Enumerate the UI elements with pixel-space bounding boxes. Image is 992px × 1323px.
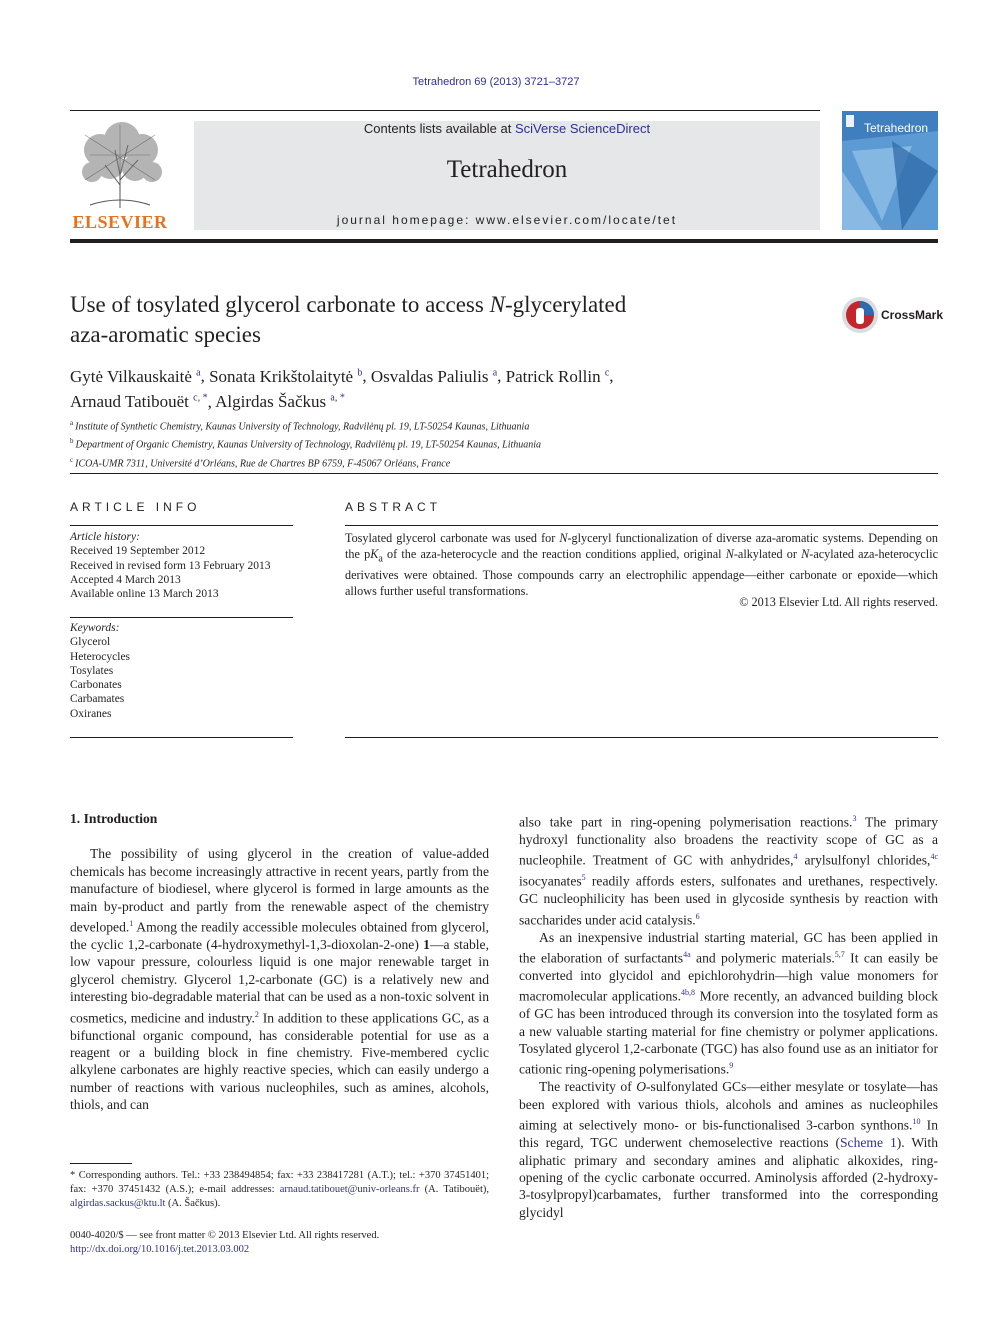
author-name: Sonata Krikštolaitytė bbox=[209, 366, 354, 386]
email-link[interactable]: arnaud.tatibouet@univ-orleans.fr bbox=[279, 1184, 420, 1195]
reference-link[interactable]: 4 bbox=[793, 852, 798, 862]
reference-link[interactable]: 10 bbox=[912, 1117, 921, 1127]
text: More recently, an advanced building block of GC has been introduced through its conversion into the tosylated form as a new valuable starting material for fine chemistry or polymer applications. Tosylated glycerol 1,2-carbonate (TGC) has also found use as an initiator for cationic ring-opening polymerisations. bbox=[519, 988, 938, 1077]
journal-homepage[interactable]: journal homepage: www.elsevier.com/locate/tet bbox=[336, 213, 678, 227]
journal-citation[interactable]: Tetrahedron 69 (2013) 3721–3727 bbox=[412, 76, 580, 88]
affiliation-text: Institute of Synthetic Chemistry, Kaunas University of Technology, Radvilėnų pl. 19, LT-50254 Kaunas, Lithuania bbox=[75, 421, 530, 433]
text: also take part in ring-opening polymerisation reactions. bbox=[519, 814, 853, 830]
footnote-text: (A. Tatibouët), bbox=[419, 1184, 490, 1195]
text: and polymeric materials. bbox=[690, 950, 835, 966]
abstract-italic: N bbox=[801, 547, 810, 561]
journal-name: Tetrahedron bbox=[446, 156, 568, 183]
elsevier-wordmark: ELSEVIER bbox=[72, 212, 168, 232]
article-history bbox=[70, 530, 293, 601]
title-part: -glycerylated bbox=[504, 292, 627, 317]
author-name: Patrick Rollin bbox=[505, 366, 601, 386]
history-item: Available online 13 March 2013 bbox=[70, 588, 219, 601]
author[interactable] bbox=[209, 367, 362, 386]
author[interactable] bbox=[371, 367, 497, 386]
front-matter bbox=[70, 1229, 489, 1257]
contents-prefix: Contents lists available at bbox=[363, 121, 515, 136]
text: -sulfonylated GCs—either mesylate or tosylate—has been explored with various thiols, alcohols and amines as nucleophiles aiming at selectively mono- or bis-functionalised 3-carbon synthons. bbox=[519, 1079, 938, 1133]
text: arylsulfonyl chlorides, bbox=[797, 852, 931, 868]
reference-link[interactable]: 4c bbox=[930, 852, 939, 862]
text: The primary hydroxyl functionality also broadens the reactivity scope of GC as a nucleophile. Treatment of GC with anhydrides, bbox=[519, 814, 939, 868]
author-separator: , bbox=[200, 366, 210, 386]
section-rule bbox=[70, 473, 938, 474]
abstract-italic: K bbox=[370, 547, 379, 561]
corresponding-author-footnote bbox=[70, 1169, 489, 1211]
paragraph bbox=[70, 845, 489, 1113]
header-rule bbox=[70, 110, 820, 111]
contents-line bbox=[194, 121, 820, 136]
author-affil-sup[interactable]: c bbox=[604, 367, 610, 378]
article-info-rule bbox=[70, 525, 293, 526]
author-name: Algirdas Šačkus bbox=[215, 392, 327, 412]
affiliation-key: b bbox=[70, 437, 74, 446]
body-left-column bbox=[70, 810, 489, 1114]
footnote-text: * Corresponding authors. Tel.: +33 238494854; fax: +33 238417281 (A.T.); tel.: +370 37451401; fax: +370 37451432 (A.S.); e-mail addresses: bbox=[70, 1170, 489, 1195]
author-name: Osvaldas Paliulis bbox=[370, 366, 489, 386]
affiliation-key: a bbox=[70, 419, 74, 427]
intro-heading: 1. Introduction bbox=[70, 811, 158, 826]
affiliations bbox=[70, 416, 930, 471]
text-italic: O bbox=[636, 1079, 647, 1095]
reference-link[interactable]: 5,7 bbox=[834, 949, 845, 959]
keyword: Heterocycles bbox=[70, 650, 131, 663]
author-list bbox=[70, 362, 930, 413]
keyword: Glycerol bbox=[70, 636, 111, 649]
abstract-part: -acylated aza-heterocyclic derivatives were obtained. Those compounds carry an electrophilic appendage—either carbonate or epoxide—which allows further useful transformations. bbox=[345, 547, 938, 599]
author-name: Arnaud Tatibouët bbox=[70, 392, 189, 412]
history-item: Received 19 September 2012 bbox=[70, 545, 206, 558]
text: ). With aliphatic primary and secondary amines and aliphatic alkoxides, ring-opening of the cyclic carbonate occurred. Aminolysis afforded (2-hydroxy-3-tosylpropyl)carbamates, further transformed into the corresponding glycidyl bbox=[519, 1135, 939, 1220]
abstract-rule bbox=[345, 525, 938, 526]
body-right-column bbox=[519, 810, 938, 1221]
cover-title: Tetrahedron bbox=[864, 121, 929, 135]
keyword: Carbonates bbox=[70, 679, 122, 692]
title-italic: N bbox=[489, 292, 505, 317]
author[interactable] bbox=[70, 392, 208, 411]
crossmark-icon[interactable] bbox=[841, 296, 879, 334]
author-separator: , bbox=[362, 366, 371, 386]
author-name: Gytė Vilkauskaitė bbox=[70, 366, 192, 386]
reference-link[interactable]: 2 bbox=[254, 1009, 259, 1019]
crossmark-label[interactable]: CrossMark bbox=[881, 308, 944, 322]
abstract-italic: N bbox=[725, 547, 734, 561]
front-matter-line: 0040-4020/$ — see front matter © 2013 Elsevier Ltd. All rights reserved. bbox=[70, 1230, 380, 1241]
affiliation bbox=[70, 416, 930, 434]
paragraph bbox=[519, 1078, 938, 1221]
abstract-part: of the aza-heterocycle and the reaction conditions applied, original bbox=[382, 547, 726, 561]
author-separator: , bbox=[207, 392, 216, 412]
footnote-text: (A. Šačkus). bbox=[165, 1198, 221, 1209]
text: The possibility of using glycerol in the creation of value-added chemicals has become increasingly attractive in recent years, partly from the manufacture of biodiesel, where glycerol is formed in large amounts as the main by-product and partly from the renewable aspect of the chemistry developed. bbox=[70, 846, 489, 935]
author-affil-sup[interactable]: b bbox=[357, 367, 363, 378]
reference-link[interactable]: 3 bbox=[852, 814, 857, 823]
reference-link[interactable]: 4a bbox=[683, 949, 691, 959]
doi-link[interactable]: http://dx.doi.org/10.1016/j.tet.2013.03.002 bbox=[70, 1244, 250, 1255]
author-affil-sup[interactable]: a, * bbox=[330, 392, 345, 404]
text: In addition to these applications GC, as a bifunctional organic compound, has considerable potential for use as a reagent or a building block in fine chemistry. Five-membered cyclic alkylene carbonates are highly reactive species, which can easily undergo a number of reactions with various nucleophiles, such as amines, alcohols, thiols, and can bbox=[70, 1010, 489, 1113]
history-label: Article history: bbox=[70, 531, 140, 543]
keyword: Oxiranes bbox=[70, 707, 112, 720]
keyword: Tosylates bbox=[70, 664, 114, 677]
compound-number: 1 bbox=[423, 936, 430, 952]
abstract-part: -alkylated or bbox=[733, 547, 802, 561]
reference-link[interactable]: 6 bbox=[695, 911, 700, 921]
author-affil-sup[interactable]: a bbox=[196, 367, 201, 378]
article-info-heading: ARTICLE INFO bbox=[70, 500, 201, 514]
article-info-rule bbox=[70, 617, 293, 618]
text: —a stable, low vapour pressure, colourless liquid is one major renewable target in glycerol chemistry. Glycerol 1,2-carbonate (GC) is a relatively new and interesting bio-degradable material that can be used as a non-toxic solvent in cosmetics, medicine and industry. bbox=[70, 936, 489, 1026]
reference-link[interactable]: 4b,8 bbox=[681, 988, 695, 998]
author[interactable] bbox=[70, 367, 201, 386]
text: readily affords esters, sulfonates and urethanes, respectively. GC nucleophilicity has been used in glycoside synthesis by reaction with saccharides under acid catalysis. bbox=[519, 873, 938, 928]
author-affil-sup[interactable]: a bbox=[492, 367, 498, 378]
abstract-text bbox=[345, 530, 938, 599]
affiliation bbox=[70, 453, 930, 471]
keywords bbox=[70, 621, 293, 721]
text: In this regard, TGC underwent chemoselective reactions ( bbox=[519, 1117, 938, 1151]
affiliation-text: Department of Organic Chemistry, Kaunas University of Technology, Radvilėnų pl. 19, LT-50254 Kaunas, Lithuania bbox=[75, 439, 542, 451]
abstract-part: Tosylated glycerol carbonate was used for bbox=[345, 531, 560, 545]
article-info-rule bbox=[70, 737, 293, 738]
text: The reactivity of bbox=[539, 1079, 637, 1095]
text: It can easily be converted into glycidol and epichlorohydrin—high value monomers for macromolecular applications. bbox=[519, 950, 939, 1004]
affiliation bbox=[70, 434, 930, 452]
text: isocyanates bbox=[519, 873, 582, 889]
reference-link[interactable]: 9 bbox=[729, 1061, 734, 1071]
affiliation-text: ICOA-UMR 7311, Université d’Orléans, Rue de Chartres BP 6759, F-45067 Orléans, France bbox=[75, 457, 451, 469]
affiliation-key: c bbox=[70, 455, 74, 464]
abstract-rule bbox=[345, 737, 938, 738]
author-separator: , bbox=[497, 366, 506, 386]
title-part: Use of tosylated glycerol carbonate to access bbox=[70, 292, 490, 317]
keywords-label: Keywords: bbox=[70, 622, 120, 634]
abstract-part: -glyceryl functionalization of diverse aza-aromatic systems. Depending on the p bbox=[345, 531, 938, 561]
abstract-heading: ABSTRACT bbox=[345, 500, 442, 514]
paragraph bbox=[519, 810, 938, 929]
article-title bbox=[70, 290, 770, 350]
scheme-link[interactable]: Scheme 1 bbox=[840, 1135, 897, 1151]
reference-link[interactable]: 1 bbox=[129, 919, 134, 929]
abstract-copyright: © 2013 Elsevier Ltd. All rights reserved. bbox=[739, 595, 938, 609]
footnote-rule bbox=[70, 1163, 132, 1164]
history-item: Accepted 4 March 2013 bbox=[70, 573, 181, 586]
text: Among the readily accessible molecules obtained from glycerol, the cyclic 1,2-carbonate (4-hydroxymethyl-1,3-dioxolan-2-one) bbox=[70, 919, 489, 952]
history-item: Received in revised form 13 February 2013 bbox=[70, 559, 271, 572]
author[interactable] bbox=[215, 392, 345, 411]
email-link[interactable]: algirdas.sackus@ktu.lt bbox=[70, 1198, 166, 1209]
author-affil-sup[interactable]: c, * bbox=[193, 392, 208, 404]
sciencedirect-link[interactable]: SciVerse ScienceDirect bbox=[514, 121, 651, 136]
author[interactable] bbox=[506, 367, 610, 386]
abstract-italic: N bbox=[559, 531, 568, 545]
paragraph bbox=[519, 929, 938, 1079]
author-separator: , bbox=[609, 366, 614, 386]
abstract-subscript: a bbox=[378, 553, 383, 565]
header-thick-rule bbox=[70, 239, 938, 243]
text: As an inexpensive industrial starting material, GC has been applied in the elaboration of surfactants bbox=[519, 929, 938, 966]
title-part: aza-aromatic species bbox=[70, 322, 261, 347]
keyword: Carbamates bbox=[70, 693, 125, 706]
reference-link[interactable]: 5 bbox=[581, 873, 586, 883]
